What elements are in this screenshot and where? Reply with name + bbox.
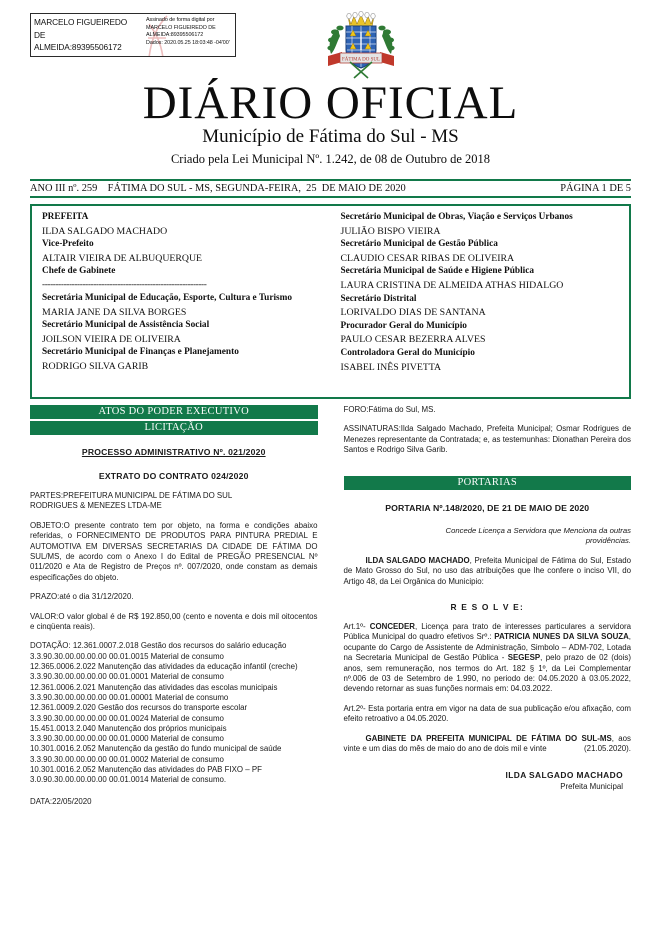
coat-of-arms-icon [322, 10, 400, 82]
budget-line: DOTAÇÃO: 12.361.0007.2.018 Gestão dos recursos do salário educação [30, 641, 287, 651]
right-column [331, 405, 632, 915]
page-title: DIÁRIO OFICIAL [142, 77, 519, 129]
official-role: Secretário Distrital [340, 293, 417, 304]
budget-line: 12.361.0006.2.021 Manutenção das atividades das escolas municipais [30, 682, 278, 692]
article-1-text-1: , Licença para trato de interesses particulares a servidora Pública Municipal do quadro efetivos Srº.: [343, 622, 631, 642]
objeto-paragraph: OBJETO:O presente contrato tem por objeto, na forma e condições abaixo referidas, o FORNECIMENTO DE PRODUTOS PARA PINTURA PREDIAL E AUTOMOTIVA EM DIVERSAS SECRETARIAS DA CIDADE DE FÁTIMA DO SUL/MS, de acordo com o Anexo I do Edital de PREGÃO PRESENCIAL Nº 011/2020 e Ata de Registro de Preços nº. 007/2020, onde constam as demais especificações do objeto. [30, 520, 318, 582]
creation-law-line: Criado pela Lei Municipal Nº. 1.242, de 08 de Outubro de 2018 [170, 152, 491, 166]
official-role: Secretário Municipal de Assistência Social [42, 320, 210, 331]
prazo-paragraph: PRAZO:até o dia 31/12/2020. [30, 592, 134, 602]
article-1-department: SEGESP [507, 653, 541, 663]
section-banner-licitacao: LICITAÇÃO [30, 421, 318, 435]
gabinete-closing [344, 734, 632, 755]
official-name: PAULO CESAR BEZERRA ALVES [340, 334, 486, 346]
digital-signature-box [30, 13, 236, 57]
official-role: Secretário Municipal de Gestão Pública [340, 239, 498, 250]
official-name: JULIÃO BISPO VIEIRA [340, 225, 441, 237]
article-1-verb: CONCEDER [369, 622, 415, 632]
budget-allocation-list [30, 641, 318, 785]
official-name: MARIA JANE DA SILVA BORGES [42, 306, 187, 318]
official-name: JOILSON VIEIRA DE OLIVEIRA [42, 333, 181, 345]
official-name: ISABEL INÊS PIVETTA [340, 361, 442, 373]
preamble-text: , Prefeita Municipal de Fátima do Sul, Estado de Mato Grosso do Sul, no uso das atribuições que lhe confere o inciso VII, do Artigo 48, da Lei Orgânica do Municipio: [343, 555, 632, 586]
extract-heading: EXTRATO DO CONTRATO 024/2020 [98, 471, 249, 481]
signatory-title: Prefeita Municipal [560, 781, 623, 791]
signature-subject-line2: DE [34, 29, 46, 40]
preamble-mayor-name: ILDA SALGADO MACHADO [365, 555, 470, 565]
official-role: Secretário Municipal de Obras, Viação e Serviços Urbanos [340, 212, 573, 222]
content-columns [30, 405, 631, 915]
process-heading: PROCESSO ADMINISTRATIVO Nº. 021/2020 [81, 447, 266, 457]
page-subtitle: Município de Fátima do Sul - MS [202, 126, 459, 147]
official-role: Secretária Municipal de Saúde e Higiene Pública [340, 266, 535, 277]
official-name: CLAUDIO CESAR RIBAS DE OLIVEIRA [340, 252, 515, 264]
left-column [30, 405, 331, 915]
portaria-title: PORTARIA Nº.148/2020, DE 21 DE MAIO DE 2020 [385, 502, 590, 513]
budget-line: 3.3.90.30.00.00.00.00 00.01.0001 Material de consumo [30, 672, 224, 682]
budget-line: 3.0.90.30.00.00.00.00 00.01.0014 Material de consumo. [30, 775, 227, 785]
assinaturas-paragraph: ASSINATURAS:Ilda Salgado Machado, Prefeita Municipal; Osmar Rodrigues de Menezes representante da Contratada; e, as testemunhas: Dionathan Pereira dos Santos e Rodrigo Silva Garib. [343, 424, 631, 455]
signatory-name: ILDA SALGADO MACHADO [505, 769, 623, 780]
budget-line: 10.301.0016.2.052 Manutenção da gestão do fundo municipal de saúde [30, 744, 282, 754]
contract-date: DATA:22/05/2020 [30, 796, 92, 806]
officials-divider: ------------------------------------------------------------- [42, 279, 207, 290]
signature-subject-line1: MARCELO FIGUEIREDO [34, 17, 128, 27]
official-role: Secretário Municipal de Finanças e Planejamento [42, 347, 239, 358]
article-2: Art.2º- Esta portaria entra em vigor na data de sua publicação e/ou afixação, com efeito retroativo a 04.05.2020. [343, 703, 631, 724]
official-name: LAURA CRISTINA DE ALMEIDA ATHAS HIDALGO [340, 279, 564, 291]
budget-line: 12.365.0006.2.022 Manutenção das atividades da educação infantil (creche) [30, 662, 298, 672]
official-name: ILDA SALGADO MACHADO [42, 225, 168, 237]
parties-line-1: PARTES:PREFEITURA MUNICIPAL DE FÁTIMA DO SUL [30, 491, 233, 500]
budget-line: 15.451.0013.2.040 Manutenção dos próprios municipais [30, 723, 227, 733]
gabinete-label: GABINETE DA PREFEITA MUNICIPAL DE FÁTIMA DO SUL-MS [365, 733, 612, 743]
official-role: Controladora Geral do Município [340, 347, 475, 358]
official-role: Secretária Municipal de Educação, Esporte, Cultura e Turismo [42, 292, 293, 303]
signature-details [143, 14, 235, 56]
article-1-text-2: , ocupante do Cargo de Assistente de Administração, Simbolo – ADM-702, Lotada na Secretaria Municipal de Gestão Pública - [343, 632, 631, 663]
officials-right-column [331, 211, 624, 393]
official-role: Chefe de Gabinete [42, 266, 116, 277]
section-banner-executive: ATOS DO PODER EXECUTIVO [30, 405, 318, 419]
portaria-ementa: Concede Licença a Servidora que Menciona da outras providências. [445, 525, 631, 546]
svg-text:FÁTIMA DO SUL: FÁTIMA DO SUL [341, 57, 381, 63]
budget-line: 3.3.90.30.00.00.00.00 00.01.0002 Material de consumo [30, 754, 224, 764]
issue-bar [30, 179, 631, 198]
budget-line: 12.361.0009.2.020 Gestão dos recursos do transporte escolar [30, 703, 248, 713]
signature-block [344, 769, 632, 792]
budget-line: 10.301.0016.2.052 Manutenção das atividades do PAB FIXO – PF [30, 765, 262, 775]
valor-paragraph: VALOR:O valor global é de R$ 192.850,00 (cento e noventa e dois mil oitocentos e cinqüenta reais). [30, 611, 318, 632]
page-number: PÁGINA 1 DE 5 [560, 183, 631, 194]
official-name: LORIVALDO DIAS DE SANTANA [340, 307, 486, 319]
resolve-heading: R E S O L V E: [450, 602, 524, 613]
official-role: Procurador Geral do Município [340, 320, 467, 331]
article-1 [344, 622, 632, 695]
signature-subject [31, 14, 143, 56]
budget-line: 3.3.90.30.00.00.00.00 00.01.0024 Material de consumo [30, 713, 224, 723]
gabinete-date: (21.05.2020). [584, 744, 631, 754]
portaria-preamble [344, 556, 632, 587]
article-1-servant-name: PATRICIA NUNES DA SILVA SOUZA [494, 632, 629, 642]
official-role: PREFEITA [42, 212, 89, 222]
issue-info: ANO III nº. 259 FÁTIMA DO SUL - MS, SEGUNDA-FEIRA, 25 DE MAIO DE 2020 [30, 183, 406, 194]
section-banner-portarias: PORTARIAS [344, 476, 632, 490]
official-role: Vice-Prefeito [42, 239, 94, 250]
budget-line: 3.3.90.30.00.00.00.00 00.01.00001 Material de consumo [30, 692, 229, 702]
signature-detail-line2: MARCELO FIGUEIREDO DE [146, 24, 216, 31]
article-1-text-3: , pelo prazo de 02 (dois) anos, sem remuneração, nos termos do Art. 182 § 1º, da Lei Complementar nº.006 de 03 de Setembro de 1.990, no periodo de: 04.05.2020 à 03.05.2022, devendo retornar as suas funções normais em: 04.03.2022. [343, 653, 631, 694]
foro-paragraph: FORO:Fátima do Sul, MS. [343, 405, 436, 414]
official-name: RODRIGO SILVA GARIB [42, 360, 149, 372]
gabinete-text: , aos vinte e um dias do mês de maio do ano de dois mil e vinte [343, 733, 631, 754]
official-name: ALTAIR VIEIRA DE ALBUQUERQUE [42, 252, 203, 264]
officials-left-column [38, 211, 331, 393]
parties-line-2: RODRIGUES & MENEZES LTDA-ME [30, 501, 162, 511]
signature-detail-line4: Dados: 2020.05.25 18:03:48 -04'00' [146, 39, 230, 46]
budget-line: 3.3.90.30.00.00.00.00 00.01.0000 Material de consumo [30, 734, 224, 744]
signature-detail-line1: Assinado de forma digital por [146, 17, 215, 23]
budget-line: 3.3.90.30.00.00.00.00 00.01.0015 Material de consumo [30, 651, 224, 661]
signature-subject-line3: ALMEIDA:89395506172 [34, 42, 122, 53]
officials-box [30, 204, 631, 399]
article-1-number: Art.1º- [343, 622, 366, 632]
masthead [30, 0, 631, 175]
signature-detail-line3: ALMEIDA:89395506172 [146, 32, 204, 39]
